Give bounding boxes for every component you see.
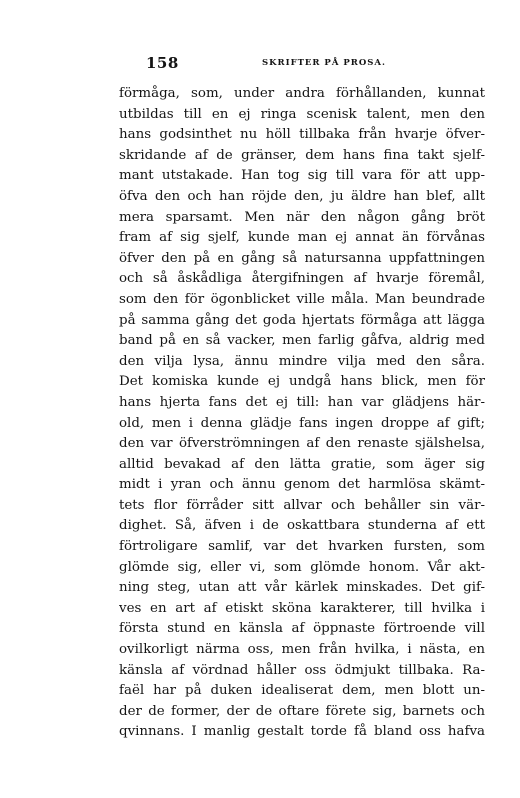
text-line: qvinnans. I manlig gestalt torde få bland oss hafva (119, 724, 485, 740)
text-line: glömde sig, eller vi, som glömde honom. Vår akt- (119, 559, 485, 575)
text-line: mera sparsamt. Men när den någon gång bröt (119, 209, 485, 225)
text-line: old, men i denna glädje fans ingen droppe af gift; (119, 415, 485, 431)
text-line: och så åskådliga återgifningen af hvarje föremål, (119, 271, 485, 287)
text-line: hans hjerta fans det ej till: han var glädjens här- (119, 394, 485, 410)
text-line: der de former, der de oftare förete sig, barnets och (119, 703, 485, 719)
text-line: förtroligare samlif, var det hvarken fursten, som (119, 539, 485, 555)
running-head: SKRIFTER PÅ PROSA. (262, 58, 386, 68)
text-line: känsla af vördnad håller oss ödmjukt tillbaka. Ra- (119, 662, 485, 678)
text-line: faël har på duken idealiserat dem, men blott un- (119, 683, 485, 699)
text-line: ves en art af etiskt sköna karakterer, till hvilka i (119, 600, 485, 616)
text-line: midt i yran och ännu genom det harmlösa skämt- (119, 477, 485, 493)
text-line: på samma gång det goda hjertats förmåga att lägga (119, 312, 485, 328)
text-line: öfver den på en gång så natursanna uppfattningen (119, 250, 485, 266)
text-line: förmåga, som, under andra förhållanden, kunnat (119, 86, 485, 101)
text-line: första stund en känsla af öppnaste förtroende vill (119, 621, 485, 637)
text-line: utbildas till en ej ringa scenisk talent, men den (119, 106, 485, 122)
text-line: den var öfverströmningen af den renaste själshelsa, (119, 436, 485, 452)
text-line: ning steg, utan att vår kärlek minskades. Det gif- (119, 580, 485, 596)
text-line: alltid bevakad af den lätta gratie, som äger sig (119, 456, 485, 472)
text-line: ovilkorligt närma oss, men från hvilka, i nästa, en (119, 642, 485, 658)
text-line: skridande af de gränser, dem hans fina takt sjelf- (119, 147, 485, 163)
text-line: band på en så vacker, men farlig gåfva, aldrig med (119, 333, 485, 349)
page-header (120, 54, 480, 74)
text-line: dighet. Så, äfven i de oskattbara stunderna af ett (119, 518, 485, 534)
text-line: hans godsinthet nu höll tillbaka från hvarje öfver- (119, 127, 485, 143)
text-line: som den för ögonblicket ville måla. Man beundrade (119, 291, 485, 307)
text-line: öfva den och han röjde den, ju äldre han blef, allt (119, 188, 485, 204)
text-line: mant utstakade. Han tog sig till vara för att upp- (119, 168, 485, 184)
text-line: den vilja lysa, ännu mindre vilja med den såra. (119, 353, 485, 369)
body-text (119, 84, 485, 743)
text-line: tets flor förråder sitt allvar och behåller sin vär- (119, 497, 485, 513)
text-line: fram af sig sjelf, kunde man ej annat än förvånas (119, 230, 485, 246)
page-number: 158 (146, 54, 179, 72)
text-line: Det komiska kunde ej undgå hans blick, men för (119, 374, 485, 390)
